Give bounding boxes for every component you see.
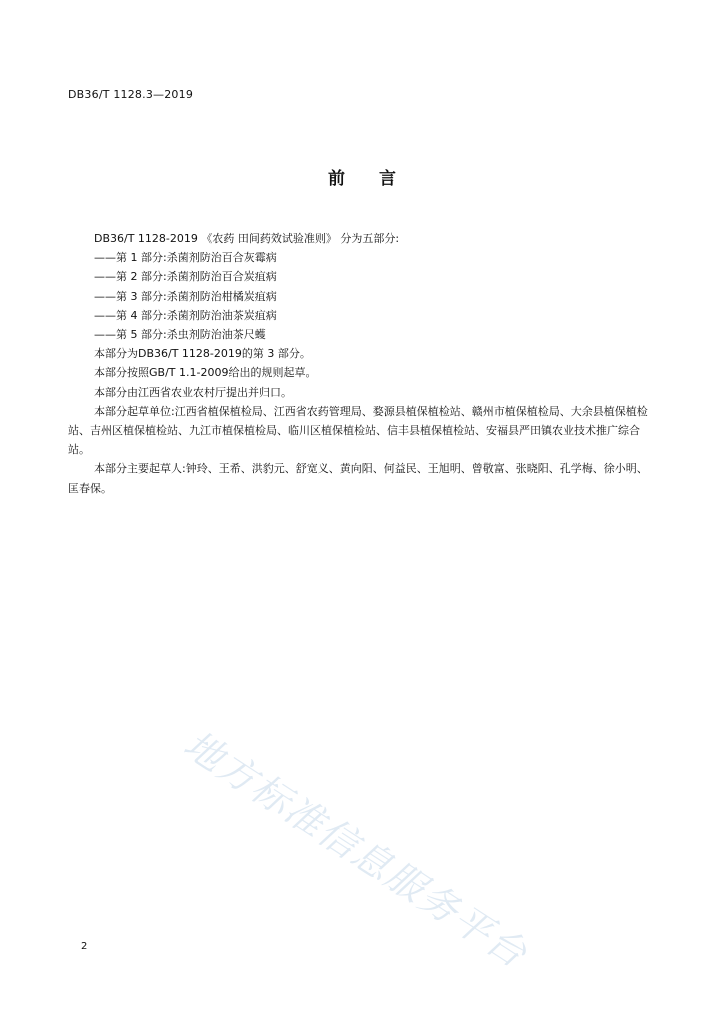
page-title: 前 言 <box>328 169 410 189</box>
paragraph-part-number: 本部分为DB36/T 1128-2019的第 3 部分。 <box>94 347 311 361</box>
paragraph-drafting-rules: 本部分按照GB/T 1.1-2009给出的规则起草。 <box>94 366 317 380</box>
part-item-4: ——第 4 部分:杀菌剂防治油茶炭疽病 <box>94 308 277 322</box>
document-body <box>68 229 658 498</box>
standard-code: DB36/T 1128.3—2019 <box>68 88 194 101</box>
part-item-5: ——第 5 部分:杀虫剂防治油茶尺蠖 <box>94 328 266 342</box>
part-item-3: ——第 3 部分:杀菌剂防治柑橘炭疽病 <box>94 289 277 303</box>
part-item-2: ——第 2 部分:杀菌剂防治百合炭疽病 <box>94 270 277 284</box>
paragraph-proposer: 本部分由江西省农业农村厅提出并归口。 <box>94 385 292 399</box>
paragraph-drafters: 本部分主要起草人:钟玲、王希、洪豹元、舒宽义、黄向阳、何益民、王旭明、曾敬富、张晓阳、孔学梅、徐小明、匡春保。 <box>68 462 648 495</box>
page-number: 2 <box>81 941 88 952</box>
paragraph-drafting-units: 本部分起草单位:江西省植保植检局、江西省农药管理局、婺源县植保植检站、赣州市植保植检局、大余县植保植检站、吉州区植保植检站、九江市植保植检局、临川区植保植检站、信丰县植保植检站、安福县严田镇农业技术推广综合站。 <box>68 404 648 457</box>
watermark: 地方标准信息服务平台 <box>176 721 536 977</box>
intro-line: DB36/T 1128-2019 《农药 田间药效试验准则》 分为五部分: <box>94 232 400 245</box>
part-item-1: ——第 1 部分:杀菌剂防治百合灰霉病 <box>94 251 277 265</box>
